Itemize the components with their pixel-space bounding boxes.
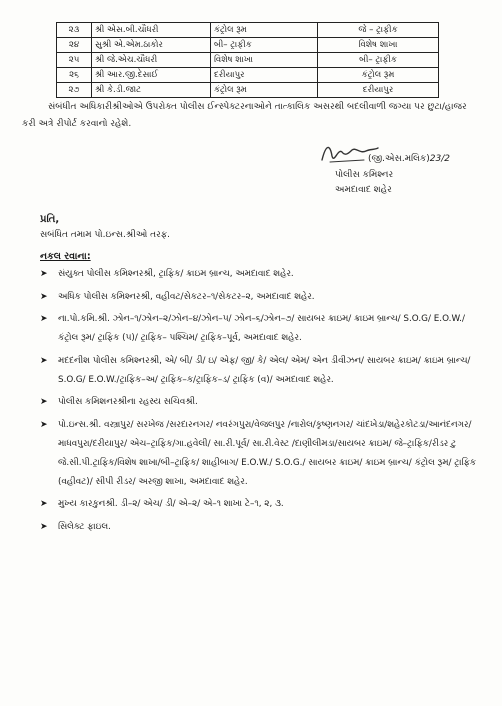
officer-name: શ્રી એસ.બી.ચૌધરી [92, 23, 211, 38]
new-posting: વિશેષ શાખા [318, 38, 439, 53]
copy-recipient: ના.પો.કમિ.શ્રી. ઝોન–૧/ઝોન–૨/ઝોન–૪/ઝોન–૫/ ઝોન–૬/ઝોન–૭/ સાયબર ક્રાઇમ/ ક્રાઇમ બ્રાન્ચ/ S.O.G/ E.O.W./ કંટ્રોલ રૂમ/ ટ્રાફિક (૫)/ ટ્રાફિક– પશ્ચિમ/ ટ્રાફિક–પૂર્વ, અમદાવાદ શહેર. [58, 314, 465, 343]
new-posting: જે – ટ્રાફીક [318, 23, 439, 38]
arrow-right-icon: ➤ [40, 521, 48, 532]
signature-date: 23/2 [429, 154, 450, 164]
table-row [57, 38, 439, 53]
serial-number: ૨૩ [57, 23, 92, 38]
arrow-right-icon: ➤ [40, 314, 48, 324]
addressee: સબંધિત તમામ પો.ઇન્સ.શ્રીઓ તરફ. [40, 230, 171, 240]
arrow-right-icon: ➤ [40, 291, 48, 302]
arrow-right-icon: ➤ [40, 397, 48, 407]
current-posting: વિશેષ શાખા [211, 53, 318, 68]
copy-recipient: સિલેક્ટ ફાઇલ. [58, 521, 111, 532]
table-row [57, 53, 439, 68]
new-posting: દરીયાપુર [318, 83, 439, 98]
copy-recipient: મુખ્ય કારકુનશ્રી. ડી–૨/ એચ/ ડી/ એ–૨/ એ–૧ શાખા ટે–૧, ૨, ૩. [58, 499, 284, 509]
copy-list [40, 265, 480, 540]
new-posting: બી– ટ્રાફીક [318, 53, 439, 68]
table-row [57, 68, 439, 83]
list-item [40, 288, 480, 307]
arrow-right-icon: ➤ [40, 419, 48, 430]
list-item [40, 352, 480, 390]
table-row [57, 83, 439, 98]
copy-recipient: સંયુક્ત પોલીસ કમિશ્નરશ્રી, ટ્રાફિક/ ક્રાઇમ બ્રાન્ચ, અમદાવાદ શહેર. [58, 269, 294, 279]
order-paragraph [22, 99, 482, 133]
list-item [40, 393, 480, 412]
signatory-name-date [368, 154, 450, 165]
copy-recipient: પોલીસ કમિશનરશ્રીના રહસ્ય સચિવશ્રી. [58, 397, 198, 407]
copy-recipient: પો.ઇન્સ.શ્રી. વસ્ત્રાપુર/ સરખેજ /સરદારનગર/ નવરંગપુરા/વેજલપુર /નારોલ/કૃષ્ણનગર/ ચાંદખેડા/શહેરકોટડા/આનંદનગર/ માધવપુરા/દરીયાપુર/ એચ–ટ્રાફિક/ગા.હવેલી/ સા.રી.પૂર્વ/ સા.રી.વેસ્ટ /દાણીલીમડા/સાયબર ક્રાઇમ/ જે–ટ્રાફિક/રીડર ટુ જે.સી.પી.ટ્રાફિક/વિશેષ શાખા/બી–ટ્રાફિક/ શાહીબાગ/ E.O.W./ S.O.G./ સાયબર ક્રાઇમ/ ક્રાઇમ બ્રાન્ચ/ કંટ્રોલ રૂમ/ ટ્રાફિક (વહીવટ)/ સીપી રીડર/ અરજી શાખા, અમદાવાદ શહેર. [58, 419, 476, 487]
arrow-right-icon: ➤ [40, 499, 48, 509]
table-row [57, 23, 439, 38]
signatory-designation: પોલીસ કમિશ્નર [335, 170, 394, 180]
current-posting: કંટ્રોલ રૂમ [211, 23, 318, 38]
list-item [40, 416, 480, 492]
officer-name: શ્રી કે.ડી.જાટ [92, 83, 211, 98]
list-item [40, 310, 480, 348]
officer-name: શ્રી જે.એચ.ચૌધરી [92, 53, 211, 68]
signatory-block [335, 168, 393, 198]
list-item [40, 518, 480, 537]
serial-number: ૨૫ [57, 53, 92, 68]
officer-name: સુશ્રી એ.એમ.ઠાકોર [92, 38, 211, 53]
to-heading: પ્રતિ, [40, 214, 60, 225]
signatory-city: અમદાવાદ શહેર [335, 185, 392, 195]
current-posting: દરીયાપુર [211, 68, 318, 83]
copy-heading: નકલ રવાના: [40, 251, 91, 262]
arrow-right-icon: ➤ [40, 269, 48, 279]
serial-number: ૨૬ [57, 68, 92, 83]
arrow-right-icon: ➤ [40, 355, 48, 366]
current-posting: બી– ટ્રાફીક [211, 38, 318, 53]
serial-number: ૨૭ [57, 83, 92, 98]
transfer-table [56, 22, 439, 98]
serial-number: ૨૪ [57, 38, 92, 53]
list-item [40, 265, 480, 284]
new-posting: કંટ્રોલ રૂમ [318, 68, 439, 83]
list-item [40, 495, 480, 514]
signatory-name: (જી.એસ.મલિક) [368, 154, 430, 164]
copy-recipient: અધિક પોલીસ કમિશ્નરશ્રી, વહીવટ/સેકટર–૧/સેકટર–૨, અમદાવાદ શહેર. [58, 291, 315, 302]
order-text: સંબંધીત અધિકારીશ્રીઓએ ઉપરોક્ત પોલીસ ઈન્સ્પેક્ટરનાઓને તાત્કાલિક અસરથી બદલીવાળી જગ્યા પર છુટા/હાજર કરી અત્રે રીપોર્ટ કરવાનો રહેશે. [22, 102, 467, 129]
copy-recipient: મદદનીશ પોલીસ કમિશ્નરશ્રી, એ/ બી/ ડી/ ઇ/ એફ/ જી/ કે/ એલ/ એમ/ એન ડીવીઝન/ સાયબર ક્રાઇમ/ ક્રાઇમ બ્રાન્ચ/ S.O.G/ E.O.W./ટ્રાફિક–અ/ ટ્રાફિક–ક/ટ્રાફિક–ડ/ ટ્રાફિક (વ)/ અમદાવાદ શહેર. [58, 355, 471, 385]
current-posting: કંટ્રોલ રૂમ [211, 83, 318, 98]
officer-name: શ્રી આર.જી.દેસાઈ [92, 68, 211, 83]
